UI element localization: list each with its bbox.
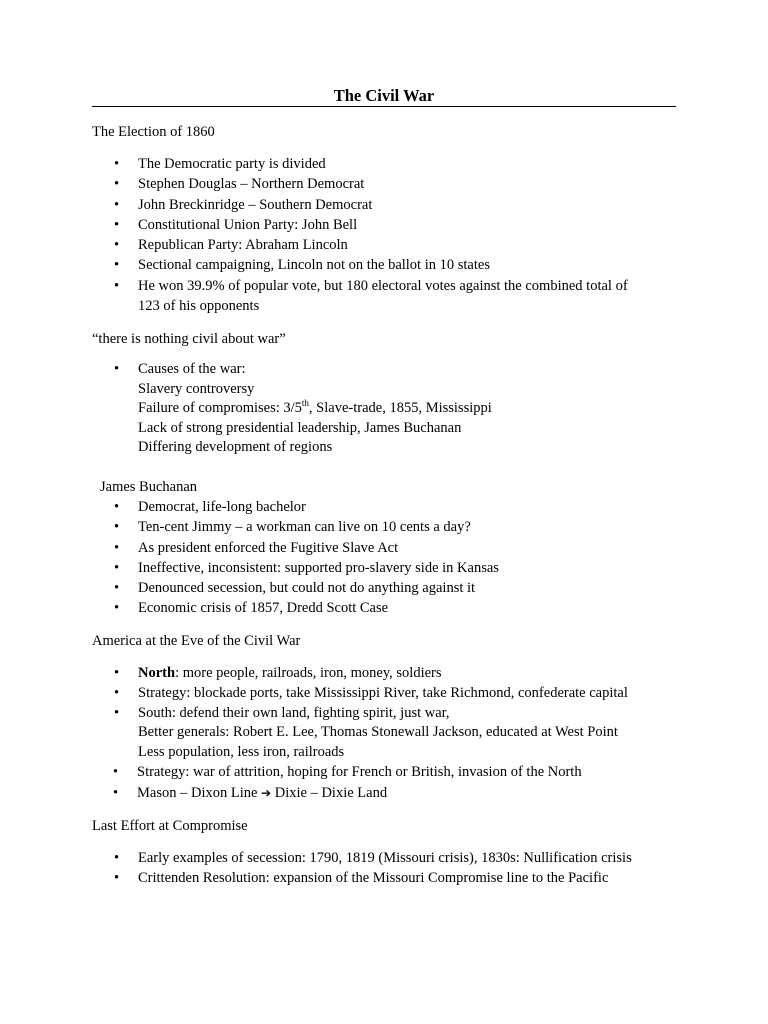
list-eve-of-war [0,663,628,803]
page-title: The Civil War [333,86,435,105]
list-item: • Republican Party: Abraham Lincoln [0,235,628,255]
right-arrow-icon: ➔ [261,785,272,800]
list-buchanan [0,497,499,619]
heading-eve-of-war: America at the Eve of the Civil War [92,633,301,649]
bullet-icon: • [114,176,120,193]
bullet-icon: • [114,361,120,377]
list-item: • Ten-cent Jimmy – a workman can live on 10 cents a day? [0,517,499,537]
list-item: • Strategy: blockade ports, take Mississippi River, take Richmond, confederate capital [0,683,628,703]
bullet-icon: • [113,784,119,801]
list-item: • Causes of the war: Slavery controversy Failure of compromises: 3/5th, Slave-trade, 1855, Mississippi Lack of strong presidential leadership, James Buchanan Differing development of regions [114,361,492,456]
bullet-icon: • [114,685,120,702]
list-item: • Democrat, life-long bachelor [0,497,499,517]
heading-last-compromise: Last Effort at Compromise [92,818,248,834]
bullet-icon: • [114,257,120,274]
list-item: • John Breckinridge – Southern Democrat [0,195,628,215]
heading-quote: “there is nothing civil about war” [92,331,286,347]
list-item: • Strategy: war of attrition, hoping for French or British, invasion of the North [0,762,628,782]
bullet-icon: • [114,216,120,233]
bullet-icon: • [114,600,120,617]
bullet-icon: • [114,559,120,576]
heading-election-1860: The Election of 1860 [92,124,215,140]
bullet-icon: • [114,277,120,294]
bullet-icon: • [114,870,120,887]
bullet-icon: • [114,196,120,213]
list-item: • Early examples of secession: 1790, 1819 (Missouri crisis), 1830s: Nullification crisis [0,848,632,868]
list-item: • He won 39.9% of popular vote, but 180 electoral votes against the combined total of 123 of his opponents [114,277,628,315]
bullet-icon: • [114,704,120,721]
list-causes [0,360,492,458]
list-item: • Stephen Douglas – Northern Democrat [0,174,628,194]
list-item: • As president enforced the Fugitive Slave Act [0,538,499,558]
list-item: • Sectional campaigning, Lincoln not on the ballot in 10 states [0,255,628,275]
bullet-icon: • [114,237,120,254]
list-item: • Crittenden Resolution: expansion of the Missouri Compromise line to the Pacific [0,868,632,888]
heading-james-buchanan: James Buchanan [100,479,198,495]
bullet-icon: • [114,665,120,681]
list-item: • Denounced secession, but could not do anything against it [0,578,499,598]
list-item: • North: more people, railroads, iron, money, soldiers [0,663,628,683]
list-compromise [0,848,632,889]
list-item: • South: defend their own land, fighting spirit, just war, Better generals: Robert E. Lee, Thomas Stonewall Jackson, educated at West Point Less population, less iron, railroads [114,704,618,760]
list-election-1860 [0,154,628,316]
list-item: • Ineffective, inconsistent: supported pro-slavery side in Kansas [0,558,499,578]
bullet-icon: • [114,850,120,866]
bullet-icon: • [114,519,120,536]
title-underline [92,106,676,107]
bullet-icon: • [113,764,119,781]
bullet-icon: • [114,539,120,556]
list-item: • Mason – Dixon Line ➔ Dixie – Dixie Land [0,783,628,803]
list-item: • The Democratic party is divided [0,154,628,174]
list-item: • Economic crisis of 1857, Dredd Scott Case [0,598,499,618]
list-item: • Constitutional Union Party: John Bell [0,215,628,235]
bullet-icon: • [114,580,120,597]
bullet-icon: • [114,499,120,515]
bullet-icon: • [114,156,120,172]
